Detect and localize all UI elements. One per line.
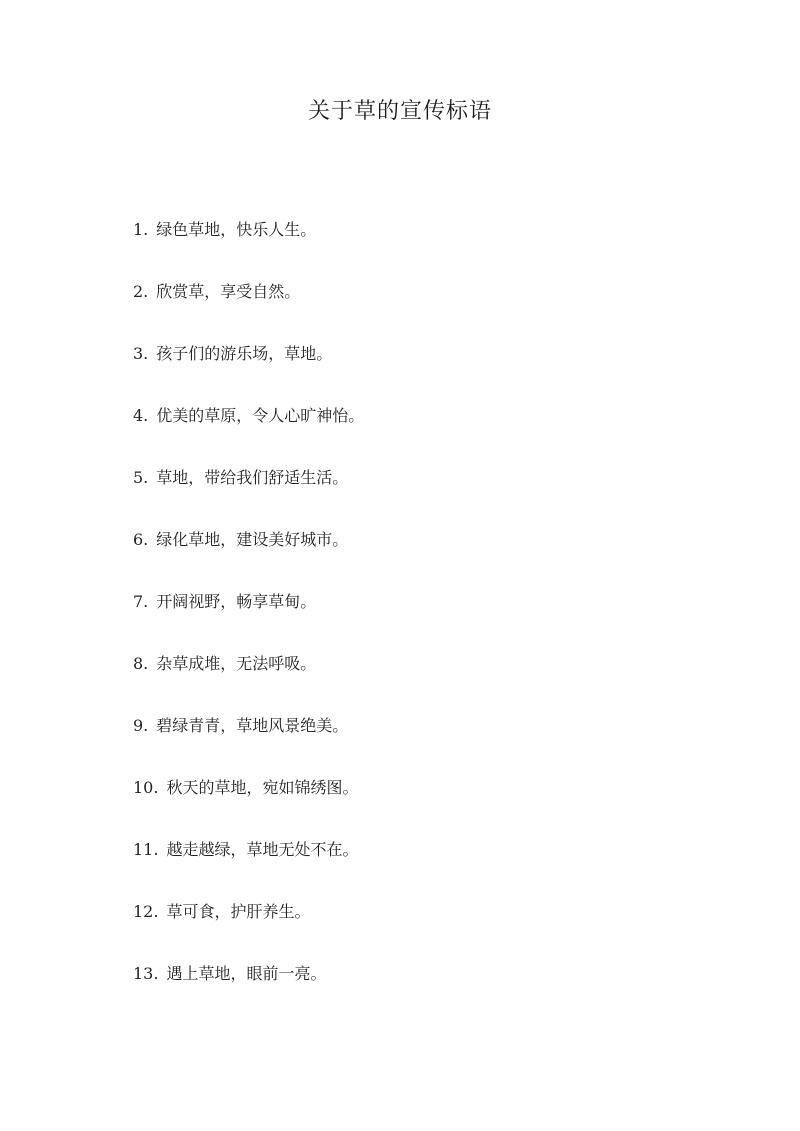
item-text: 优美的草原，令人心旷神怡。 — [156, 406, 365, 425]
list-item — [133, 400, 364, 462]
item-number: 12. — [133, 902, 159, 921]
page-title: 关于草的宣传标语 — [307, 99, 492, 124]
item-number: 5. — [133, 468, 149, 487]
item-text: 绿色草地，快乐人生。 — [156, 220, 317, 239]
item-number: 3. — [133, 344, 149, 363]
item-text: 秋天的草地，宛如锦绣图。 — [166, 778, 359, 797]
slogan-list — [133, 214, 364, 1020]
list-item — [133, 834, 364, 896]
item-number: 6. — [133, 530, 149, 549]
item-text: 越走越绿，草地无处不在。 — [166, 840, 359, 859]
item-number: 11. — [133, 840, 159, 859]
item-number: 1. — [133, 220, 149, 239]
item-number: 8. — [133, 654, 149, 673]
item-number: 2. — [133, 282, 149, 301]
list-item — [133, 214, 364, 276]
list-item — [133, 648, 364, 710]
item-number: 4. — [133, 406, 149, 425]
item-text: 杂草成堆，无法呼吸。 — [156, 654, 317, 673]
list-item — [133, 586, 364, 648]
item-text: 孩子们的游乐场，草地。 — [156, 344, 333, 363]
item-text: 草可食，护肝养生。 — [166, 902, 311, 921]
list-item — [133, 772, 364, 834]
list-item — [133, 958, 364, 1020]
list-item — [133, 338, 364, 400]
item-text: 绿化草地，建设美好城市。 — [156, 530, 349, 549]
item-text: 开阔视野，畅享草甸。 — [156, 592, 317, 611]
list-item — [133, 524, 364, 586]
item-number: 7. — [133, 592, 149, 611]
item-text: 欣赏草，享受自然。 — [156, 282, 301, 301]
item-number: 13. — [133, 964, 159, 983]
item-text: 草地，带给我们舒适生活。 — [156, 468, 349, 487]
list-item — [133, 462, 364, 524]
item-text: 遇上草地，眼前一亮。 — [166, 964, 327, 983]
list-item — [133, 276, 364, 338]
item-number: 10. — [133, 778, 159, 797]
list-item — [133, 710, 364, 772]
item-text: 碧绿青青，草地风景绝美。 — [156, 716, 349, 735]
list-item — [133, 896, 364, 958]
item-number: 9. — [133, 716, 149, 735]
